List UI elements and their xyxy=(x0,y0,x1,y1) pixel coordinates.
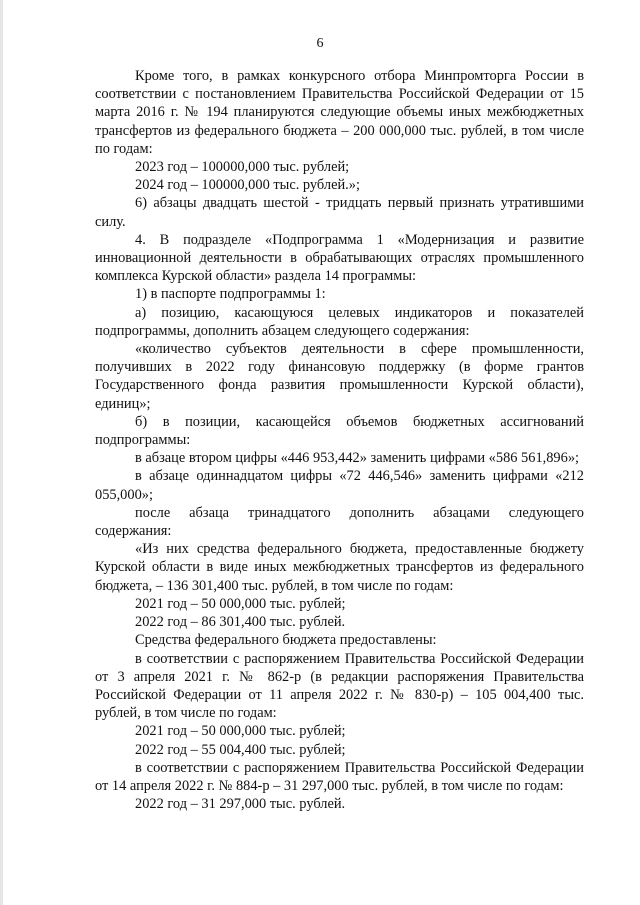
paragraph: а) позицию, касающуюся целевых индикаторов и показателей подпрограммы, дополнить абзацем следующего содержания: xyxy=(95,304,584,339)
paragraph: после абзаца тринадцатого дополнить абзацами следующего содержания: xyxy=(95,504,584,540)
paragraph: 2022 год – 31 297,000 тыс. рублей. xyxy=(135,796,346,813)
paragraph: Средства федерального бюджета предоставлены: xyxy=(135,632,437,649)
paragraph: в соответствии с распоряжением Правительства Российской Федерации от 3 апреля 2021 г. № 862-р (в редакции распоряжения Правительства Российской Федерации от 11 апреля 2022 г. № 830-р) – 105 004,400 тыс. рублей, в том числе по годам: xyxy=(95,650,584,722)
paragraph: 2021 год – 50 000,000 тыс. рублей; xyxy=(135,595,346,612)
paragraph: в соответствии с распоряжением Правительства Российской Федерации от 14 апреля 2022 г. № 884-р – 31 297,000 тыс. рублей, в том числе по годам: xyxy=(95,759,584,794)
paragraph: в абзаце одиннадцатом цифры «72 446,546» заменить цифрами «212 055,000»; xyxy=(95,468,584,503)
scan-edge xyxy=(0,0,3,905)
paragraph: 2024 год – 100000,000 тыс. рублей.»; xyxy=(135,177,360,194)
paragraph: 2022 год – 86 301,400 тыс. рублей. xyxy=(135,614,346,631)
paragraph: Кроме того, в рамках конкурсного отбора Минпромторга России в соответствии с постановлением Правительства Российской Федерации от 15 марта 2016 г. № 194 планируются следующие объемы иных межбюджетных трансфертов из федерального бюджета – 200 000,000 тыс. рублей, в том числе по годам: xyxy=(95,68,584,157)
paragraph: 2022 год – 55 004,400 тыс. рублей; xyxy=(135,741,346,758)
document-body xyxy=(95,67,584,813)
paragraph: 6) абзацы двадцать шестой - тридцать первый признать утратившими силу. xyxy=(95,195,584,230)
paragraph: 4. В подразделе «Подпрограмма 1 «Модернизация и развитие инновационной деятельности в обрабатывающих отраслях промышленного комплекса Курской области» раздела 14 программы: xyxy=(95,231,584,285)
paragraph: «количество субъектов деятельности в сфере промышленности, получивших в 2022 году финансовую поддержку (в форме грантов Государственного фонда развития промышленности Курской области), единиц»; xyxy=(95,341,584,412)
page-number: 6 xyxy=(316,36,324,51)
paragraph: 1) в паспорте подпрограммы 1: xyxy=(135,286,326,303)
paragraph: 2021 год – 50 000,000 тыс. рублей; xyxy=(135,723,346,740)
paragraph: в абзаце втором цифры «446 953,442» заменить цифрами «586 561,896»; xyxy=(135,450,580,467)
paragraph: б) в позиции, касающейся объемов бюджетных ассигнований подпрограммы: xyxy=(95,413,584,449)
paragraph: «Из них средства федерального бюджета, предоставленные бюджету Курской области в виде иных межбюджетных трансфертов из федерального бюджета, – 136 301,400 тыс. рублей, в том числе по годам: xyxy=(95,541,584,594)
paragraph: 2023 год – 100000,000 тыс. рублей; xyxy=(135,159,350,176)
